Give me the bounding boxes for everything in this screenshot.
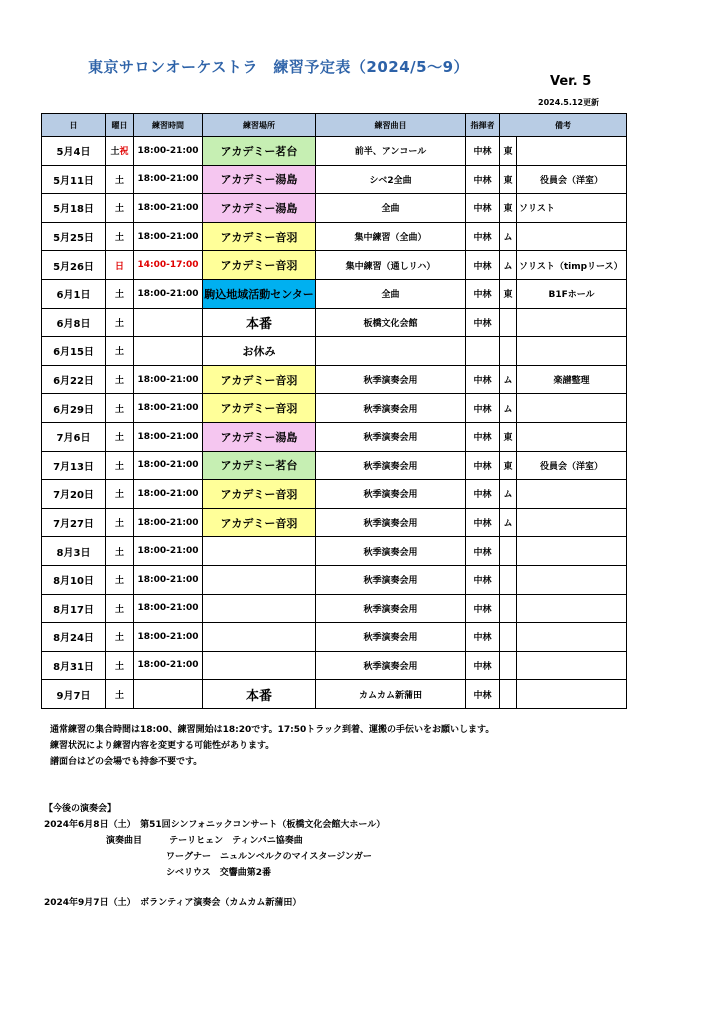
cell-time: 18:00-21:00 [134, 537, 203, 566]
cell-key: 東 [500, 451, 517, 480]
header-date: 日 [42, 114, 106, 137]
cell-key [500, 337, 517, 366]
table-row [42, 422, 627, 451]
cell-conductor: 中林 [466, 422, 500, 451]
cell-date: 5月25日 [42, 222, 106, 251]
cell-time: 18:00-21:00 [134, 365, 203, 394]
cell-key [500, 594, 517, 623]
cell-conductor: 中林 [466, 623, 500, 652]
cell-dow: 土 [106, 165, 134, 194]
cell-conductor: 中林 [466, 680, 500, 709]
cell-place: アカデミー音羽 [203, 251, 316, 280]
note-line: 譜面台はどの会場でも持参不要です。 [50, 757, 203, 767]
cell-music: 集中練習（通しリハ） [316, 251, 466, 280]
cell-music: 全曲 [316, 194, 466, 223]
cell-time: 18:00-21:00 [134, 451, 203, 480]
cell-key: ム [500, 480, 517, 509]
cell-note [517, 680, 627, 709]
cell-music: 前半、アンコール [316, 137, 466, 166]
cell-place: アカデミー音羽 [203, 365, 316, 394]
table-row [42, 480, 627, 509]
cell-time: 18:00-21:00 [134, 480, 203, 509]
cell-place: アカデミー湯島 [203, 194, 316, 223]
cell-note [517, 565, 627, 594]
cell-dow: 土 [106, 337, 134, 366]
cell-music: 全曲 [316, 279, 466, 308]
cell-note [517, 422, 627, 451]
cell-music: 秋季演奏会用 [316, 623, 466, 652]
cell-time: 18:00-21:00 [134, 279, 203, 308]
cell-dow: 日 [106, 251, 134, 280]
upcoming-heading: 【今後の演奏会】 [44, 804, 117, 814]
cell-dow: 土 [106, 623, 134, 652]
table-row [42, 194, 627, 223]
cell-dow: 土 [106, 451, 134, 480]
cell-time [134, 308, 203, 337]
cell-time: 18:00-21:00 [134, 623, 203, 652]
cell-music: 秋季演奏会用 [316, 565, 466, 594]
cell-conductor: 中林 [466, 394, 500, 423]
cell-music: 秋季演奏会用 [316, 365, 466, 394]
program-label: 演奏曲目 [106, 836, 143, 846]
cell-conductor: 中林 [466, 537, 500, 566]
cell-date: 8月3日 [42, 537, 106, 566]
cell-dow: 土 [106, 480, 134, 509]
cell-time: 18:00-21:00 [134, 194, 203, 223]
cell-date: 6月8日 [42, 308, 106, 337]
cell-conductor: 中林 [466, 594, 500, 623]
cell-place: 駒込地域活動センター [203, 279, 316, 308]
dow-main: 土 [110, 147, 120, 158]
table-header-row [42, 114, 627, 137]
cell-conductor: 中林 [466, 165, 500, 194]
cell-note [517, 623, 627, 652]
cell-date: 7月27日 [42, 508, 106, 537]
cell-date: 5月26日 [42, 251, 106, 280]
cell-note [517, 537, 627, 566]
table-row [42, 337, 627, 366]
concert-1: 2024年6月8日（土） 第51回シンフォニックコンサート（板橋文化会館大ホール） [44, 820, 386, 830]
cell-music [316, 337, 466, 366]
cell-note [517, 594, 627, 623]
cell-music: 秋季演奏会用 [316, 422, 466, 451]
table-row [42, 165, 627, 194]
cell-time: 18:00-21:00 [134, 508, 203, 537]
cell-music: 秋季演奏会用 [316, 508, 466, 537]
cell-music: 秋季演奏会用 [316, 451, 466, 480]
cell-conductor: 中林 [466, 480, 500, 509]
header-place: 練習場所 [203, 114, 316, 137]
cell-date: 9月7日 [42, 680, 106, 709]
cell-key [500, 680, 517, 709]
cell-note [517, 651, 627, 680]
cell-place: アカデミー音羽 [203, 508, 316, 537]
cell-date: 8月24日 [42, 623, 106, 652]
cell-note: ソリスト（timpリース） [517, 251, 627, 280]
cell-dow: 土 [106, 651, 134, 680]
cell-date: 6月1日 [42, 279, 106, 308]
cell-music: カムカム新蒲田 [316, 680, 466, 709]
cell-music: 秋季演奏会用 [316, 651, 466, 680]
header-conductor: 指揮者 [466, 114, 500, 137]
cell-key: 東 [500, 165, 517, 194]
cell-date: 7月20日 [42, 480, 106, 509]
table-row [42, 251, 627, 280]
cell-music: 集中練習（全曲） [316, 222, 466, 251]
table-row [42, 394, 627, 423]
page-title: 東京サロンオーケストラ 練習予定表（2024/5～9） [88, 58, 470, 76]
cell-place: アカデミー茗台 [203, 137, 316, 166]
cell-place [203, 594, 316, 623]
program-item: シベリウス 交響曲第2番 [166, 868, 271, 878]
table-row [42, 508, 627, 537]
cell-conductor: 中林 [466, 308, 500, 337]
cell-conductor: 中林 [466, 508, 500, 537]
table-row [42, 279, 627, 308]
cell-note: 役員会（洋室） [517, 451, 627, 480]
cell-note [517, 222, 627, 251]
header-dow: 曜日 [106, 114, 134, 137]
cell-dow: 土 [106, 422, 134, 451]
table-row [42, 365, 627, 394]
cell-time [134, 680, 203, 709]
cell-time: 18:00-21:00 [134, 422, 203, 451]
concert-2: 2024年9月7日（土） ボランティア演奏会（カムカム新蒲田） [44, 898, 302, 908]
cell-date: 5月18日 [42, 194, 106, 223]
cell-dow: 土 [106, 308, 134, 337]
cell-place [203, 651, 316, 680]
program-item: ワーグナー ニュルンベルクのマイスタージンガー [166, 852, 372, 862]
cell-note [517, 137, 627, 166]
cell-place: アカデミー音羽 [203, 480, 316, 509]
cell-date: 5月4日 [42, 137, 106, 166]
cell-time: 18:00-21:00 [134, 137, 203, 166]
table-row [42, 565, 627, 594]
cell-place [203, 623, 316, 652]
cell-music: 秋季演奏会用 [316, 594, 466, 623]
cell-date: 5月11日 [42, 165, 106, 194]
cell-music: 板橋文化会館 [316, 308, 466, 337]
cell-note: B1Fホール [517, 279, 627, 308]
cell-conductor: 中林 [466, 137, 500, 166]
cell-key: 東 [500, 422, 517, 451]
cell-key: 東 [500, 279, 517, 308]
header-time: 練習時間 [134, 114, 203, 137]
cell-date: 7月6日 [42, 422, 106, 451]
header-notes: 備考 [500, 114, 627, 137]
cell-note: 役員会（洋室） [517, 165, 627, 194]
table-row [42, 308, 627, 337]
cell-key [500, 565, 517, 594]
cell-music: 秋季演奏会用 [316, 480, 466, 509]
table-row [42, 680, 627, 709]
cell-note [517, 394, 627, 423]
program-item: テーリヒェン ティンパニ協奏曲 [169, 836, 303, 846]
cell-place: お休み [203, 337, 316, 366]
cell-key: ム [500, 508, 517, 537]
cell-date: 8月17日 [42, 594, 106, 623]
cell-date: 6月22日 [42, 365, 106, 394]
cell-dow: 土 [106, 565, 134, 594]
cell-conductor: 中林 [466, 222, 500, 251]
cell-music: 秋季演奏会用 [316, 394, 466, 423]
cell-dow: 土 [106, 365, 134, 394]
cell-date: 8月31日 [42, 651, 106, 680]
cell-place [203, 537, 316, 566]
cell-key: 東 [500, 137, 517, 166]
cell-time: 14:00-17:00 [134, 251, 203, 280]
cell-key [500, 537, 517, 566]
cell-time: 18:00-21:00 [134, 222, 203, 251]
cell-dow: 土 [106, 537, 134, 566]
cell-place: アカデミー湯島 [203, 422, 316, 451]
table-row [42, 594, 627, 623]
cell-key: ム [500, 394, 517, 423]
table-row [42, 537, 627, 566]
updated-date: 2024.5.12更新 [538, 98, 600, 107]
cell-note [517, 480, 627, 509]
cell-place [203, 565, 316, 594]
cell-note: ソリスト [517, 194, 627, 223]
cell-conductor: 中林 [466, 565, 500, 594]
cell-place: アカデミー茗台 [203, 451, 316, 480]
cell-note [517, 508, 627, 537]
cell-dow: 土 [106, 594, 134, 623]
cell-dow: 土 [106, 194, 134, 223]
cell-music: 秋季演奏会用 [316, 537, 466, 566]
cell-time: 18:00-21:00 [134, 565, 203, 594]
cell-dow: 土 [106, 394, 134, 423]
cell-key: ム [500, 365, 517, 394]
cell-conductor: 中林 [466, 651, 500, 680]
cell-key: ム [500, 251, 517, 280]
table-row [42, 222, 627, 251]
schedule-body [42, 137, 627, 709]
cell-date: 7月13日 [42, 451, 106, 480]
cell-key [500, 308, 517, 337]
cell-conductor: 中林 [466, 365, 500, 394]
cell-place: 本番 [203, 308, 316, 337]
cell-time: 18:00-21:00 [134, 165, 203, 194]
note-line: 練習状況により練習内容を変更する可能性があります。 [50, 741, 275, 751]
cell-key [500, 623, 517, 652]
cell-key [500, 651, 517, 680]
cell-dow: 土 [106, 279, 134, 308]
table-row [42, 137, 627, 166]
cell-time: 18:00-21:00 [134, 651, 203, 680]
table-row [42, 651, 627, 680]
program-row [44, 833, 385, 849]
upcoming-concerts [44, 801, 385, 911]
cell-date: 6月15日 [42, 337, 106, 366]
dow-holiday: 祝 [119, 147, 129, 158]
cell-time: 18:00-21:00 [134, 394, 203, 423]
cell-dow: 土 [106, 222, 134, 251]
cell-note: 楽譜整理 [517, 365, 627, 394]
cell-place: アカデミー湯島 [203, 165, 316, 194]
cell-time: 18:00-21:00 [134, 594, 203, 623]
cell-key: 東 [500, 194, 517, 223]
note-line: 通常練習の集合時間は18:00、練習開始は18:20です。17:50トラック到着、運搬の手伝いをお願いします。 [50, 725, 495, 735]
table-row [42, 623, 627, 652]
cell-conductor: 中林 [466, 451, 500, 480]
cell-note [517, 337, 627, 366]
cell-conductor [466, 337, 500, 366]
notes-section [50, 722, 494, 770]
cell-dow: 土 [106, 680, 134, 709]
cell-place: アカデミー音羽 [203, 222, 316, 251]
version-label: Ver. 5 [550, 74, 592, 89]
header-music: 練習曲目 [316, 114, 466, 137]
cell-conductor: 中林 [466, 279, 500, 308]
cell-music: シベ2全曲 [316, 165, 466, 194]
cell-date: 8月10日 [42, 565, 106, 594]
schedule-table [41, 113, 627, 709]
cell-conductor: 中林 [466, 194, 500, 223]
table-row [42, 451, 627, 480]
cell-dow: 土 [106, 508, 134, 537]
cell-date: 6月29日 [42, 394, 106, 423]
cell-conductor: 中林 [466, 251, 500, 280]
cell-dow [106, 137, 134, 166]
cell-time [134, 337, 203, 366]
cell-note [517, 308, 627, 337]
cell-key: ム [500, 222, 517, 251]
cell-place: 本番 [203, 680, 316, 709]
cell-place: アカデミー音羽 [203, 394, 316, 423]
